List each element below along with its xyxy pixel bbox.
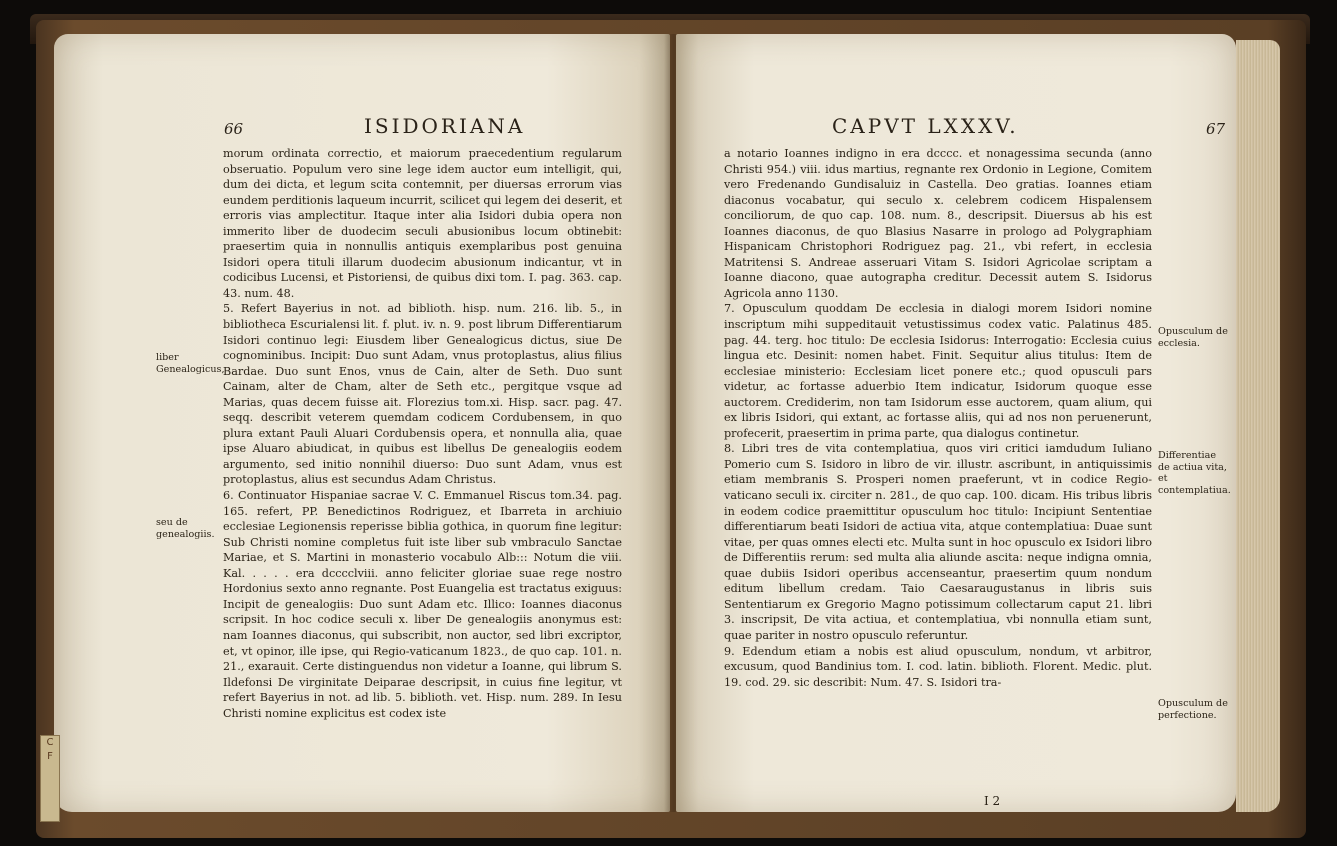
- tab-letter-1: C: [46, 737, 54, 748]
- right-running-head: CAPVT LXXXV.: [832, 114, 1019, 138]
- right-folio: 67: [1206, 120, 1226, 138]
- right-paragraph-continued: a notario Ioannes indigno in era dcccc. et nonagessima secunda (anno Christi 954.) viii. idus martius, regnante rex Ordonio in Legione, Comitem vero Fredenando Gundisaluiz in Castella. Deo gratias. Ioannes etiam diaconus vocabatur, qui seculo x. celebrem codicem Hispalensem conciliorum, de quo cap. 108. num. 8., descripsit. Diuersus ab his est Ioannes diaconus, de quo Blasius Nasarre in prologo ad Polygraphiam Hispanicam Christophori Rodriguez pag. 21., vbi refert, in ecclesia Matritensi S. Andreae asseruari Vitam S. Isidori Agricolae scriptam a Ioanne diacono, quae autographa creditur. Decessit autem S. Isidorus Agricola anno 1130.: [724, 147, 1152, 300]
- right-paragraph-8: 8. Libri tres de vita contemplatiua, quos viri critici iamdudum Iuliano Pomerio cum S. Isidoro in libro de vir. illustr. ascribunt, in antiquissimis etiam membranis S. Prosperi nomen praeferunt, vt in codice Regio-vaticano seculi ix. circiter n. 281., de quo cap. 100. dicam. His tribus libris in eodem codice praemittitur opusculum hoc titulo: Incipiunt Sententiae differentiarum beati Isidori de actiua vita, atque contemplatiua: Duae sunt vitae, per quas omnes electi etc. Multa sunt in hoc opusculo ex Isidori libro de Differentiis rerum: sed multa alia aliunde ascita: neque indigna omnia, quae dubiis Isidori operibus accenseantur, praesertim quum nondum editum libellum credam. Taio Caesaraugustanus in libris suis Sententiarum ex Gregorio Magno potissimum collectarum caput 21. libri 3. inscripsit, De vita actiua, et contemplatiua, vbi nonnulla etiam sunt, quae pariter in nostro opusculo referuntur.: [724, 442, 1152, 642]
- left-paragraph-6: 6. Continuator Hispaniae sacrae V. C. Emmanuel Riscus tom.34. pag. 165. refert, PP. Benedictinos Rodriguez, et Ibarreta in archiuio ecclesiae Legionensis reperisse biblia gothica, in quorum fine legitur: Sub Christi nomine completus fuit iste liber sub vmbraculo Sanctae Mariae, et S. Martini in monasterio vocabulo Alb::: Notum die viii. Kal. . . . . era dcccclviii. anno feliciter gloriae suae rege nostro Hordonius sexto anno regnante. Post Euangelia est tractatus exiguus: Incipit de genealogiis: Duo sunt Adam etc. Illico: Ioannes diaconus scripsit. In hoc codice seculi x. liber De genealogiis anonymus est: nam Ioannes diaconus, qui subscribit, non auctor, sed libri excriptor, et, vt opinor, ille ipse, qui Regio-vaticanum 1823., de quo cap. 101. n. 21., exarauit. Certe distinguendus non videtur a Ioanne, qui librum S. Ildefonsi De virginitate Deiparae descripsit, in cuius fine legitur, vt refert Bayerius in not. ad lib. 5. biblioth. vet. Hisp. num. 289. In Iesu Christi nomine explicitus est codex iste: [223, 489, 622, 720]
- right-margin-note-1: Opusculum de ecclesia.: [1158, 326, 1228, 349]
- right-margin-note-3: Opusculum de perfectione.: [1158, 698, 1228, 721]
- right-margin-note-2: Differentiae de actiua vita, et contemplatiua.: [1158, 450, 1231, 496]
- page-edges: [1236, 40, 1280, 812]
- right-page: [676, 34, 1236, 812]
- left-page: [54, 34, 670, 812]
- left-body: [223, 146, 622, 721]
- right-paragraph-7: 7. Opusculum quoddam De ecclesia in dialogi morem Isidori nomine inscriptum mihi suppeditauit vetustissimus codex vatic. Palatinus 485. pag. 44. terg. hoc titulo: De ecclesia Isidorus: Interrogatio: Ecclesia cuius lingua etc. Desinit: nomen habet. Finit. Sequitur alius titulus: Item de ecclesiae ministerio: Ecclesiam licet ponere etc.; quod opusculi pars videtur, ac fortasse aduerbio Item indicatur, Isidorum quoque esse auctorem. Crediderim, non tam Isidorum esse auctorem, quam alium, qui ex libris Isidori, qui extant, ac fortasse aliis, qui ad nos non peruenerunt, profecerit, praesertim in prima parte, qua dialogus continetur.: [724, 302, 1152, 440]
- left-paragraph-5: 5. Refert Bayerius in not. ad biblioth. hisp. num. 216. lib. 5., in bibliotheca Escurialensi lit. f. plut. iv. n. 9. post librum Differentiarum Isidori continuo legi: Eiusdem liber Genealogicus dictus, siue De cognominibus. Incipit: Duo sunt Adam, vnus protoplastus, alius filius Bardae. Duo sunt Enos, vnus de Cain, alter de Seth. Duo sunt Cainam, alter de Cham, alter de Seth etc., pergitque vsque ad Marias, quas decem fuisse ait. Florezius tom.xi. Hisp. sacr. pag. 47. seqq. describit veterem quemdam codicem Cordubensem, in quo plura extant Pauli Aluari Cordubensis opera, et nonnulla alia, quae ipse Aluaro abiudicat, in quibus est libellus De genealogiis eodem argumento, sed initio nonnihil diuerso: Duo sunt Adam, vnus est protoplastus, alius est secundus Adam Christus.: [223, 302, 622, 487]
- left-folio: 66: [224, 120, 244, 138]
- left-margin-note-1: liber Genealogicus,: [156, 352, 225, 375]
- left-paragraph-continued: morum ordinata correctio, et maiorum praecedentium regularum obseruatio. Populum vero sine lege idem auctor eum intelligit, qui, dum dei dicta, et legum scita contemnit, per diuersas errorum vias eundem perditionis laqueum incurrit, scilicet qui legem dei deserit, et erroris vias amplectitur. Itaque inter alia Isidori dubia opera non immerito liber de duodecim seculi abusionibus locum obtinebit: praesertim quia in nonnullis antiquis exemplaribus post genuina Isidori opera tituli illarum duodecim abusionum indicantur, vt in codicibus Lucensi, et Pistoriensi, de quibus dixi tom. I. pag. 363. cap. 43. num. 48.: [223, 147, 622, 300]
- tab-letter-2: F: [47, 751, 53, 762]
- left-running-head: ISIDORIANA: [364, 114, 526, 138]
- bookmark-tab: [40, 735, 60, 822]
- signature-mark: I 2: [984, 794, 1001, 808]
- right-body: [724, 146, 1152, 690]
- right-paragraph-9: 9. Edendum etiam a nobis est aliud opusculum, nondum, vt arbitror, excusum, quod Bandinius tom. I. cod. latin. biblioth. Florent. Medic. plut. 19. cod. 29. sic describit: Num. 47. S. Isidori tra-: [724, 644, 1152, 689]
- left-margin-note-2: seu de genealogiis.: [156, 517, 215, 540]
